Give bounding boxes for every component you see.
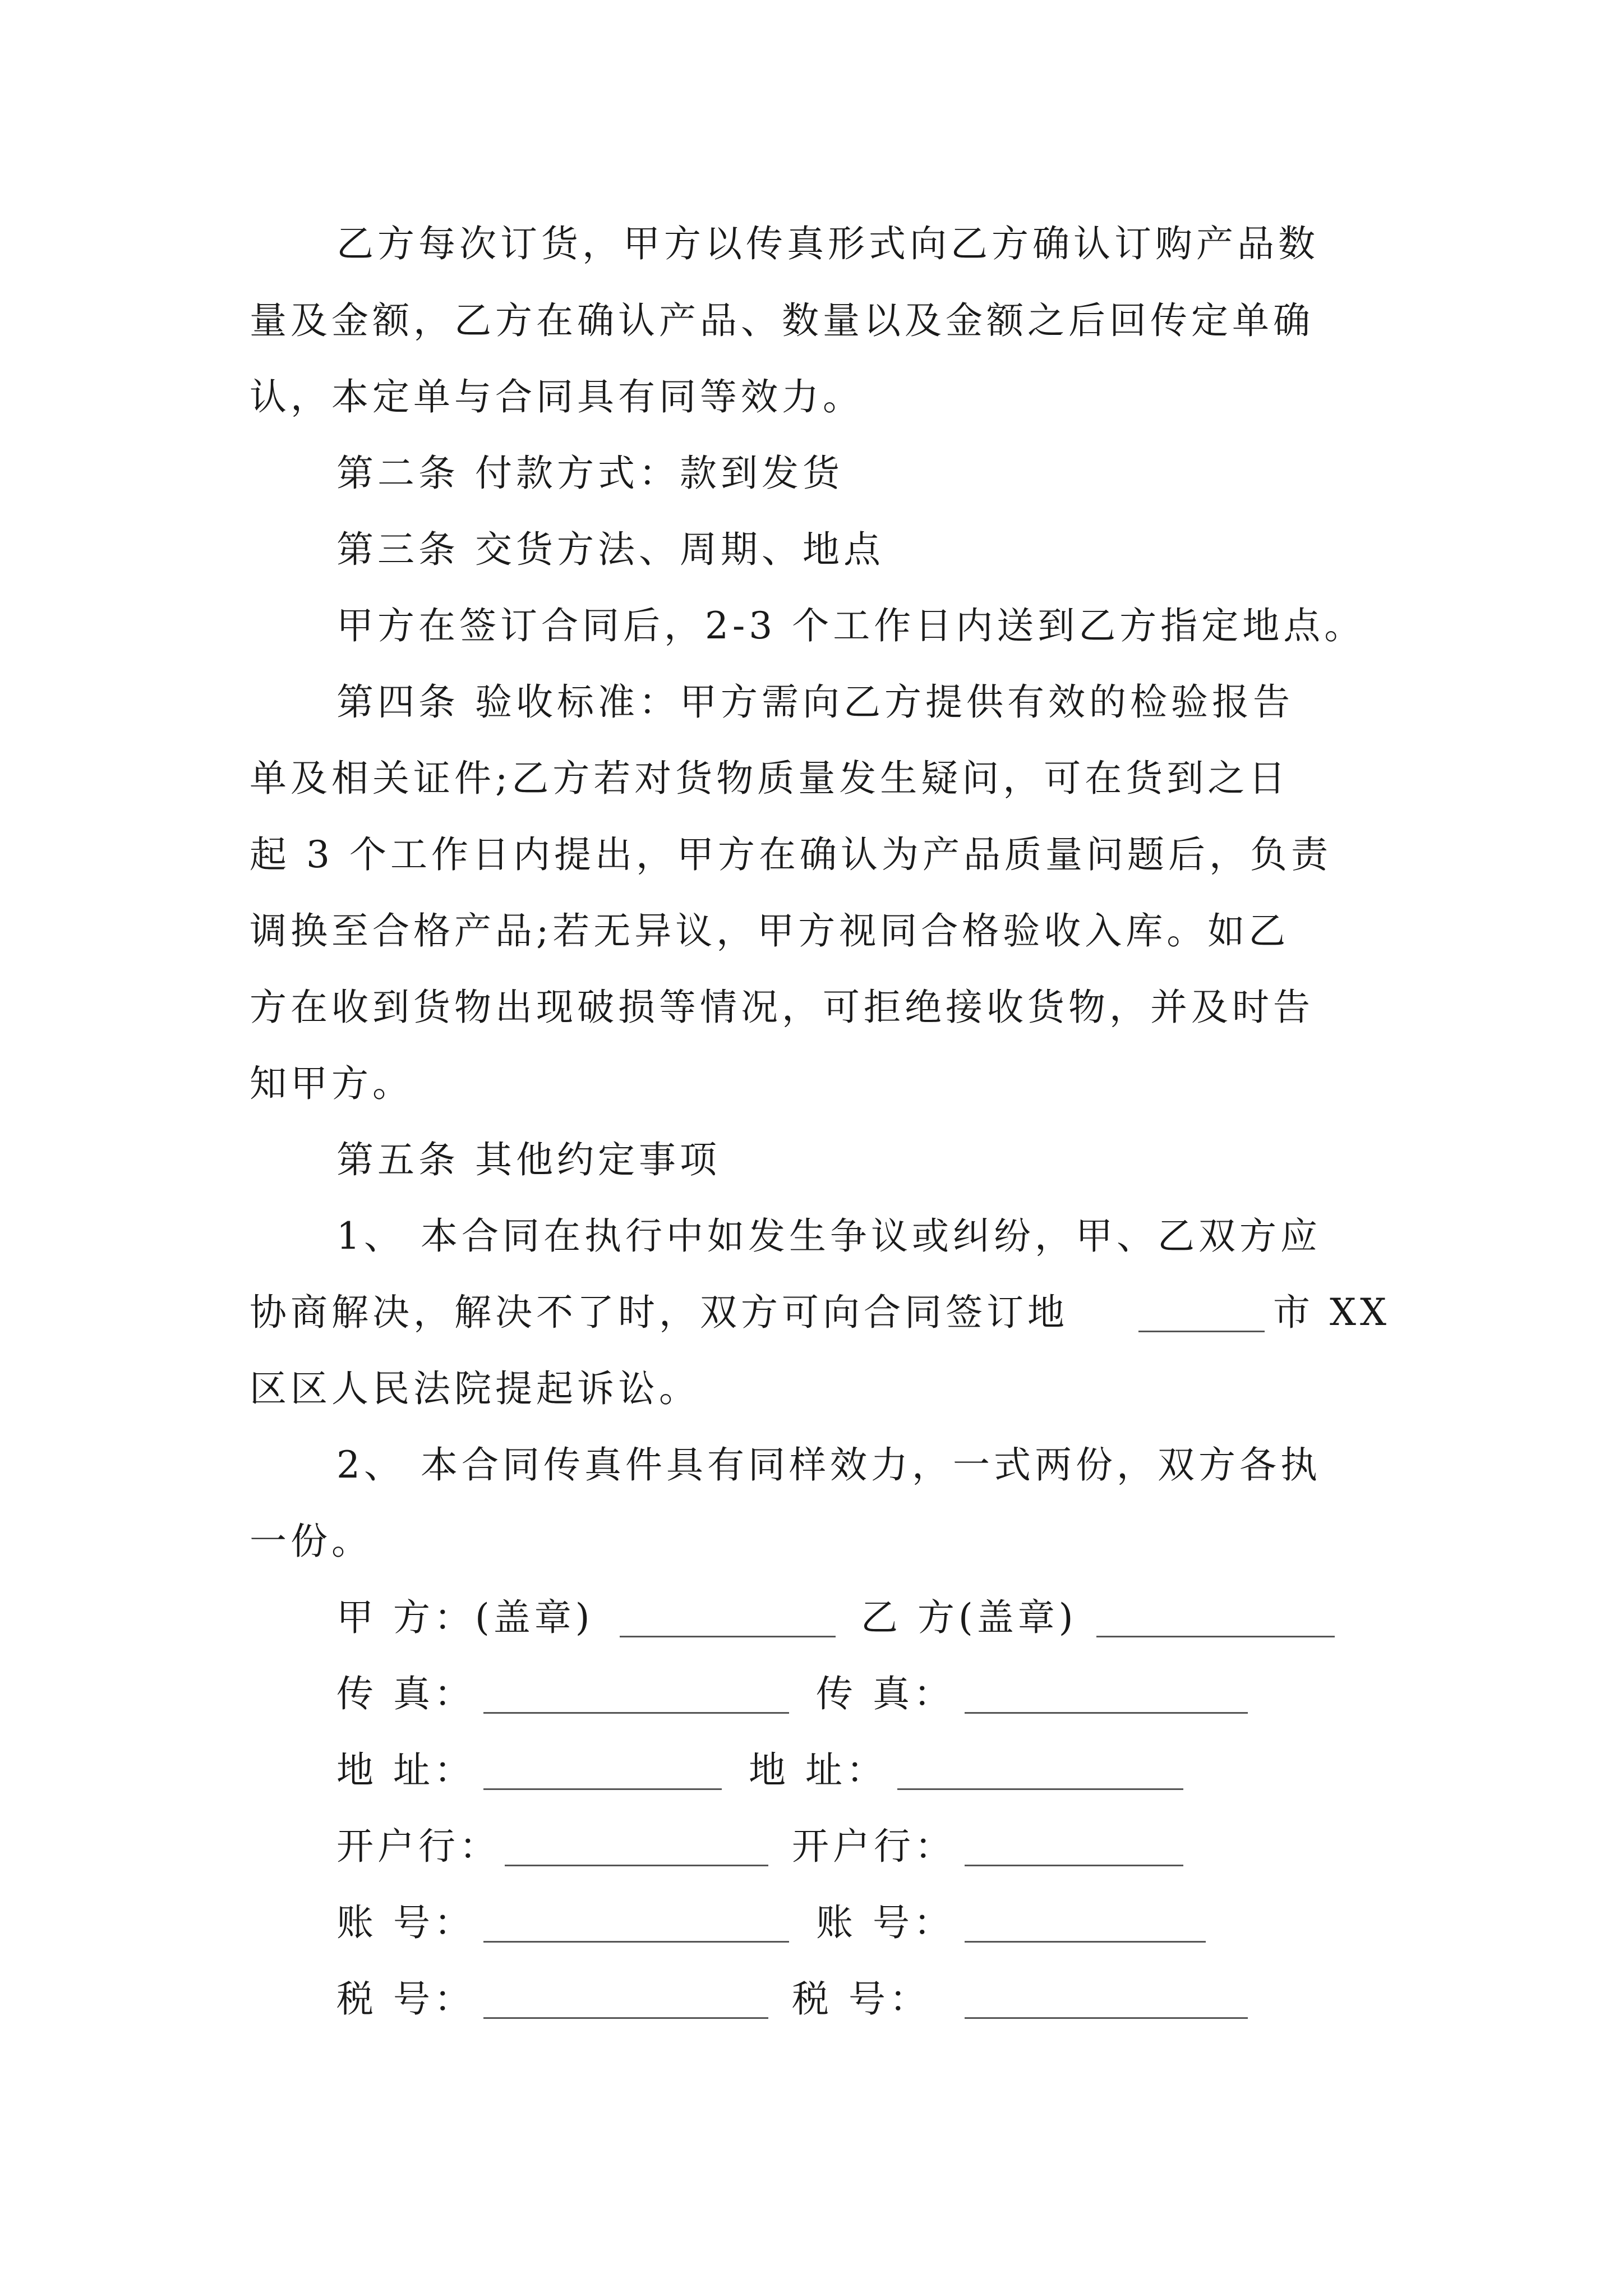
paragraph-line: 2、 本合同传真件具有同样效力，一式两份，双方各执 <box>336 1443 1321 1487</box>
tax-a-blank <box>483 2017 768 2019</box>
fax-b-label: 传 真： <box>816 1672 955 1715</box>
paragraph-line: 量及金额，乙方在确认产品、数量以及金额之后回传定单确 <box>250 299 1314 342</box>
paragraph-line: 方在收到货物出现破损等情况，可拒绝接收货物，并及时告 <box>250 986 1314 1029</box>
address-a-blank <box>483 1788 722 1790</box>
paragraph-line: 甲方在签订合同后，2-3 个工作日内送到乙方指定地点。 <box>336 604 1366 647</box>
party-b-seal-blank <box>1096 1636 1335 1637</box>
party-b-label: 乙 方(盖章) <box>861 1596 1077 1639</box>
address-a-label: 地 址： <box>336 1749 475 1792</box>
court-city-blank <box>1138 1331 1265 1332</box>
article-heading: 第四条 验收标准：甲方需向乙方提供有效的检验报告 <box>336 680 1294 724</box>
party-a-label: 甲 方：(盖章) <box>336 1596 594 1639</box>
account-a-label: 账 号： <box>336 1901 475 1944</box>
paragraph-line: 单及相关证件;乙方若对货物质量发生疑问，可在货到之日 <box>250 757 1290 800</box>
paragraph-line: 协商解决，解决不了时，双方可向合同签订地 <box>250 1291 1068 1334</box>
bank-b-label: 开户行： <box>792 1825 956 1868</box>
paragraph-line: 知甲方。 <box>250 1062 413 1105</box>
fax-b-blank <box>965 1712 1248 1714</box>
bank-b-blank <box>965 1865 1183 1866</box>
paragraph-line: 市 XX <box>1273 1291 1390 1334</box>
paragraph-line: 乙方每次订货，甲方以传真形式向乙方确认订购产品数 <box>336 222 1319 265</box>
fax-a-blank <box>483 1712 789 1714</box>
tax-a-label: 税 号： <box>336 1977 475 2021</box>
account-a-blank <box>483 1941 789 1943</box>
address-b-blank <box>897 1788 1183 1790</box>
account-b-blank <box>965 1941 1206 1943</box>
account-b-label: 账 号： <box>816 1901 955 1944</box>
paragraph-line: 调换至合格产品;若无异议，甲方视同合格验收入库。如乙 <box>250 909 1290 953</box>
paragraph-line: 区区人民法院提起诉讼。 <box>250 1367 700 1410</box>
party-a-seal-blank <box>620 1636 836 1637</box>
tax-b-blank <box>965 2017 1248 2019</box>
bank-a-label: 开户行： <box>336 1825 500 1868</box>
paragraph-line: 一份。 <box>250 1520 372 1563</box>
address-b-label: 地 址： <box>749 1749 887 1792</box>
fax-a-label: 传 真： <box>336 1672 475 1715</box>
tax-b-label: 税 号： <box>792 1977 930 2021</box>
paragraph-line: 起 3 个工作日内提出，甲方在确认为产品质量问题后，负责 <box>250 833 1332 876</box>
bank-a-blank <box>505 1865 768 1866</box>
article-heading: 第三条 交货方法、周期、地点 <box>336 528 884 571</box>
article-heading: 第二条 付款方式：款到发货 <box>336 452 843 495</box>
article-heading: 第五条 其他约定事项 <box>336 1138 721 1181</box>
paragraph-line: 认，本定单与合同具有同等效力。 <box>250 375 864 418</box>
paragraph-line: 1、 本合同在执行中如发生争议或纠纷，甲、乙双方应 <box>336 1214 1321 1258</box>
